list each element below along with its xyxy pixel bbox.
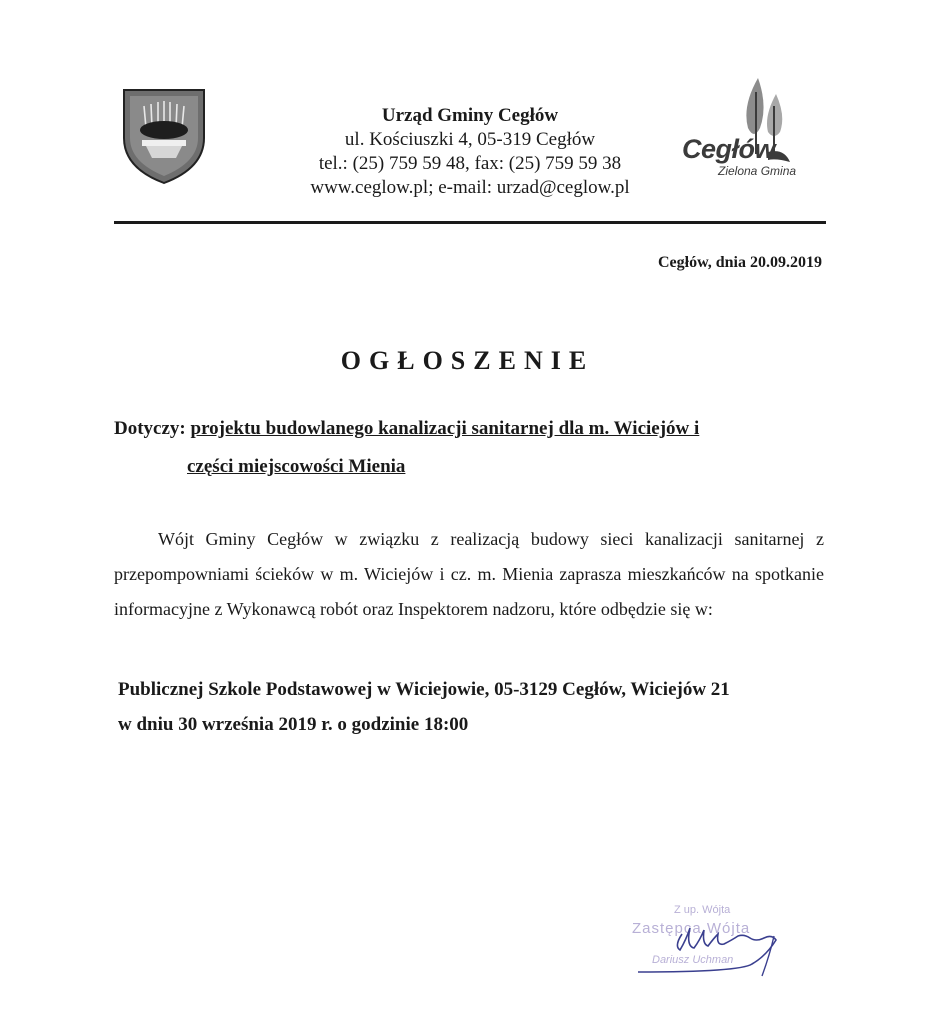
org-name: Urząd Gminy Cegłów bbox=[381, 105, 559, 126]
logo-tagline: Zielona Gmina bbox=[718, 164, 797, 178]
subject-label: Dotyczy: bbox=[114, 418, 186, 439]
org-phone: tel.: (25) 759 59 48, fax: (25) 759 59 38 bbox=[318, 153, 622, 174]
logo-name: Cegłów bbox=[682, 134, 776, 164]
subject-line-1: projektu budowlanego kanalizacji sanitarnej dla m. Wiciejów i bbox=[190, 418, 700, 439]
body-paragraph: Wójt Gminy Cegłów w związku z realizacją budowy sieci kanalizacji sanitarnej z przepompowniami ścieków w m. Wiciejów i cz. m. Mienia zaprasza mieszkańców na spotkanie informacyjne z Wykonawcą robót oraz Inspektorem nadzoru, które odbędzie się w: bbox=[114, 529, 824, 619]
venue-place: Publicznej Szkole Podstawowej w Wiciejowie, 05-3129 Cegłów, Wiciejów 21 bbox=[118, 679, 730, 700]
stamp-line-3: Dariusz Uchman bbox=[652, 954, 734, 966]
letterhead bbox=[270, 104, 670, 200]
org-address: ul. Kościuszki 4, 05-319 Cegłów bbox=[344, 129, 596, 150]
ceglow-logo bbox=[676, 76, 826, 186]
document-date: Cegłów, dnia 20.09.2019 bbox=[657, 254, 822, 271]
header-divider bbox=[114, 221, 826, 224]
stamp-line-1: Z up. Wójta bbox=[674, 904, 731, 916]
coat-of-arms-icon bbox=[120, 86, 208, 186]
subject-line-2: części miejscowości Mienia bbox=[187, 456, 406, 477]
org-web-email: www.ceglow.pl; e-mail: urzad@ceglow.pl bbox=[310, 177, 630, 198]
stamp-line-2: Zastępca Wójta bbox=[632, 920, 751, 937]
signature-stamp bbox=[624, 900, 794, 990]
document-title: OGŁOSZENIE bbox=[340, 346, 595, 375]
signature-icon bbox=[624, 900, 794, 990]
venue bbox=[118, 672, 830, 742]
subject bbox=[114, 410, 826, 486]
venue-when: w dniu 30 września 2019 r. o godzinie 18:00 bbox=[118, 714, 469, 735]
